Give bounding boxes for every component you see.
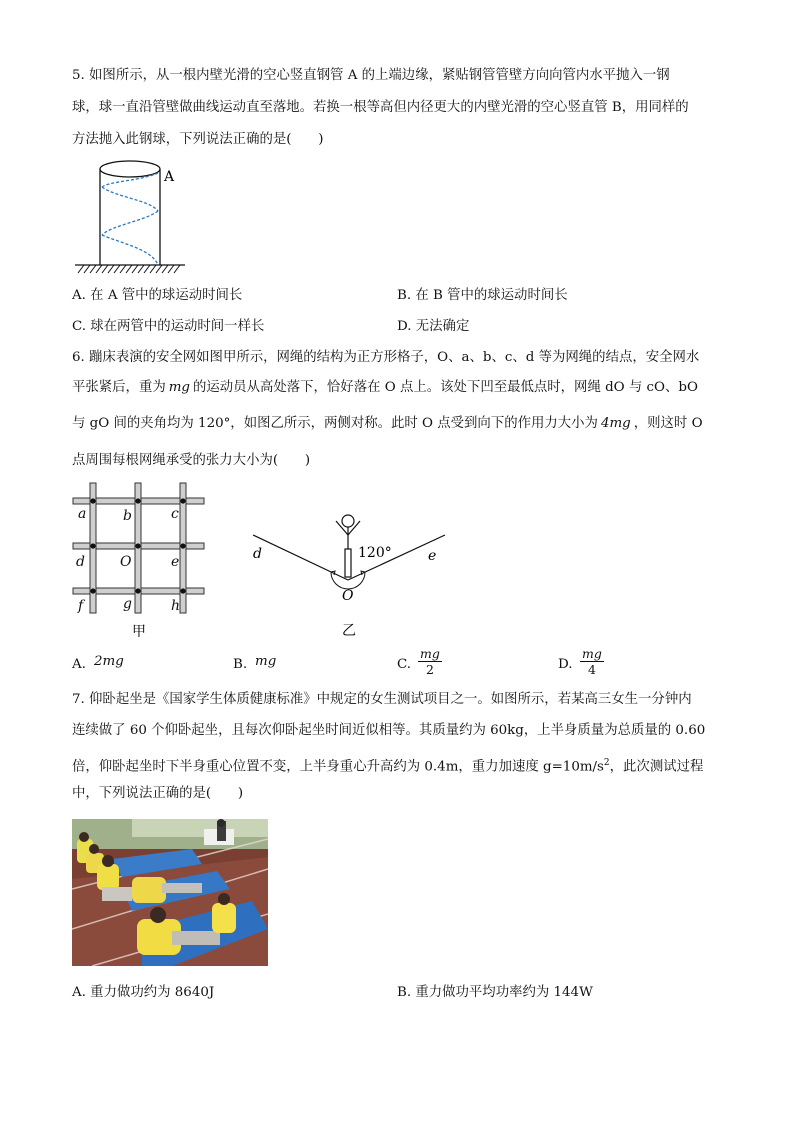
q6-line-3-b: ，则这时 O bbox=[633, 416, 703, 431]
q6-jia-label-e: e bbox=[171, 554, 180, 570]
q6-yi-label-o: O bbox=[342, 588, 354, 604]
q7-line-2: 连续做了 60 个仰卧起坐，且每次仰卧起坐时间近似相等。其质量约为 60kg，上半身质量为总质量的 0.60 bbox=[72, 723, 706, 738]
q6-yi-angle: 120° bbox=[358, 545, 392, 561]
q5-line-1: 5. 如图所示，从一根内壁光滑的空心竖直钢管 A 的上端边缘，紧贴钢管管壁方向向管内水平抛入一钢 bbox=[72, 68, 670, 83]
q6-jia-label-g: g bbox=[123, 596, 132, 612]
q5-line-2: 球，球一直沿管壁做曲线运动直至落地。若换一根等高但内径更大的内壁光滑的空心竖直管 B，用同样的 bbox=[72, 100, 689, 115]
q6-option-d-fraction bbox=[580, 646, 604, 677]
q7-line-3 bbox=[72, 753, 703, 777]
q6-figure-jia bbox=[68, 478, 218, 643]
q6-line-3-4mg: 4mg bbox=[600, 416, 631, 431]
q6-jia-label-a: a bbox=[78, 506, 87, 522]
q6-option-a-value: 2mg bbox=[94, 654, 124, 669]
q7-line-3-sup: 2 bbox=[603, 758, 610, 768]
q6-line-4: 点周围每根网绳承受的张力大小为( ) bbox=[72, 453, 311, 468]
q5-option-b: B. 在 B 管中的球运动时间长 bbox=[397, 288, 568, 303]
q6-line-3 bbox=[72, 414, 703, 434]
q6-yi-label-e: e bbox=[428, 548, 437, 564]
q5-figure-label-a: A bbox=[164, 169, 175, 185]
q6-line-2-a: 平张紧后，重为 bbox=[72, 380, 166, 395]
q7-line-1: 7. 仰卧起坐是《国家学生体质健康标准》中规定的女生测试项目之一。如图所示，若某高三女生一分钟内 bbox=[72, 692, 692, 707]
q6-line-3-a: 与 gO 间的夹角均为 120°，如图乙所示，两侧对称。此时 O 点受到向下的作用力大小为 bbox=[72, 416, 598, 431]
q7-option-a: A. 重力做功约为 8640J bbox=[72, 985, 215, 1000]
q7-line-4: 中，下列说法正确的是( ) bbox=[72, 786, 244, 801]
q6-jia-label-h: h bbox=[171, 598, 181, 614]
q7-line-3-a: 倍，仰卧起坐时下半身重心位置不变，上半身重心升高约为 0.4m，重力加速度 g=10m/s bbox=[72, 759, 604, 775]
q6-line-1: 6. 蹦床表演的安全网如图甲所示，网绳的结构为正方形格子，O、a、b、c、d 等为网绳的结点，安全网水 bbox=[72, 350, 700, 365]
q6-line-2-b: 的运动员从高处落下，恰好落在 O 点上。该处下凹至最低点时，网绳 dO 与 cO、bO bbox=[193, 380, 698, 395]
q6-jia-label-f: f bbox=[78, 598, 84, 614]
q5-option-a: A. 在 A 管中的球运动时间长 bbox=[72, 288, 243, 303]
q6-option-b-value: mg bbox=[255, 654, 277, 669]
q6-option-d-label: D. bbox=[558, 657, 573, 672]
q6-option-d-numerator: mg bbox=[582, 646, 602, 661]
q6-option-a-label: A. bbox=[72, 657, 86, 672]
q6-jia-caption: 甲 bbox=[132, 624, 146, 640]
q5-option-c: C. 球在两管中的运动时间一样长 bbox=[72, 319, 265, 334]
q5-option-d: D. 无法确定 bbox=[397, 319, 470, 334]
q6-yi-caption: 乙 bbox=[342, 623, 356, 639]
q6-option-c-label: C. bbox=[397, 657, 412, 672]
q6-jia-label-d: d bbox=[76, 554, 85, 570]
q7-photo-situps bbox=[72, 819, 268, 966]
q6-jia-label-o: O bbox=[120, 554, 132, 570]
q6-line-2-mg: mg bbox=[168, 380, 191, 395]
q6-figure-yi bbox=[245, 505, 455, 640]
q6-jia-label-c: c bbox=[171, 506, 179, 522]
q6-line-2 bbox=[72, 378, 698, 398]
q6-jia-label-b: b bbox=[123, 508, 132, 524]
q6-option-b-label: B. bbox=[233, 657, 248, 672]
q7-line-3-b: ，此次测试过程 bbox=[609, 759, 704, 775]
q6-option-c-numerator: mg bbox=[420, 646, 440, 661]
q5-line-3: 方法抛入此钢球，下列说法正确的是( ) bbox=[72, 132, 324, 147]
q6-option-d-denominator: 4 bbox=[587, 662, 596, 677]
q7-option-b: B. 重力做功平均功率约为 144W bbox=[397, 985, 593, 1000]
q6-option-c-fraction bbox=[418, 646, 442, 677]
q5-figure-pipe bbox=[70, 155, 200, 280]
q6-yi-label-d: d bbox=[253, 546, 262, 562]
q6-option-c-denominator: 2 bbox=[425, 662, 434, 677]
